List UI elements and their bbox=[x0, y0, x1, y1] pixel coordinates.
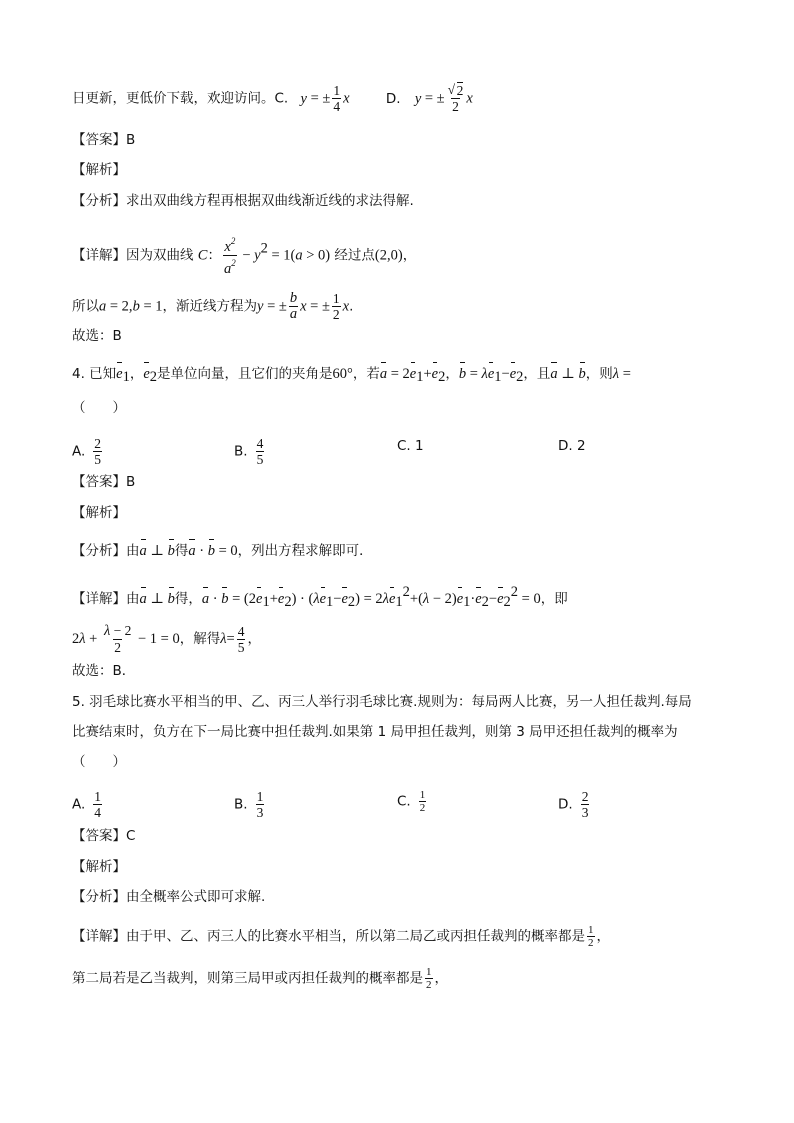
q3-xiangjie: 【详解】因为双曲线 C： $\frac{x^2}{a^2}$ − $y^2 = 1(a > 0)$ 经过点(2,0)， bbox=[72, 236, 417, 277]
q5-second-line: 第二局若是乙当裁判，则第三局甲或丙担任裁判的概率都是 $\frac{1}{2}$ ， bbox=[72, 966, 448, 991]
fraction: $\frac{1}{2}$ bbox=[332, 291, 340, 322]
fraction: $\frac{1}{4}$ bbox=[333, 83, 341, 114]
q4-option-c: C. 1 bbox=[397, 438, 424, 454]
q5-fenxi: 【分析】由全概率公式即可求解. bbox=[72, 889, 266, 905]
q5-stem-line2: 比赛结束时，负方在下一局比赛中担任裁判.如果第 1 局甲担任裁判，则第 3 局甲还担任裁判的概率为 bbox=[72, 724, 678, 740]
fraction: √ $\frac{2}{2}$ bbox=[447, 83, 465, 114]
q5-option-b: B. $\frac{1}{3}$ bbox=[234, 789, 264, 820]
q3-options-line: 日更新，更低价下载，欢迎访问。C. y = ± $\frac{1}{4}$ x D. y = ± √ $\frac{2}{2}$ x bbox=[72, 83, 473, 114]
q3-fenxi: 【分析】求出双曲线方程再根据双曲线渐近线的求法得解. bbox=[72, 193, 414, 209]
q5-xiangjie: 【详解】由于甲、乙、丙三人的比赛水平相当，所以第二局乙或丙担任裁判的概率都是 $\frac{1}{2}$ ， bbox=[72, 924, 610, 949]
q3-choose: 故选：B bbox=[72, 328, 122, 344]
q4-equation: 2λ + $\frac{\lambda - 2}{2}$ − 1 = 0，解得λ= $\frac{4}{5}$ ， bbox=[72, 623, 261, 655]
q5-option-d: D. $\frac{2}{3}$ bbox=[558, 789, 589, 820]
q3-analysis: 【解析】 bbox=[72, 162, 126, 178]
q4-option-a: A. $\frac{2}{5}$ bbox=[72, 436, 102, 467]
q4-xiangjie: 【详解】由a ⊥ b得，$a \cdot b = (2e_1+e_2) \cdot (\lambda e_1-e_2) = 2\lambda e_1^2+(\lambda - 2)e_1\cdot e_2-e_2^2 = 0$，即 bbox=[72, 584, 568, 610]
q5-analysis: 【解析】 bbox=[72, 859, 126, 875]
q4-option-b: B. $\frac{4}{5}$ bbox=[234, 436, 264, 467]
q4-analysis: 【解析】 bbox=[72, 505, 126, 521]
q5-answer: 【答案】C bbox=[72, 828, 136, 844]
q4-choose: 故选：B． bbox=[72, 663, 136, 679]
q5-stem-line1: 5. 羽毛球比赛水平相当的甲、乙、丙三人举行羽毛球比赛.规则为：每局两人比赛，另一人担任裁判.每局 bbox=[72, 694, 692, 710]
fraction: $\frac{x^2}{a^2}$ bbox=[223, 236, 236, 277]
intro-text: 日更新，更低价下载，欢迎访问。C. bbox=[72, 90, 289, 107]
q4-stem: 4. 已知$e_1$，$e_2$是单位向量，且它们的夹角是60°，若$a = 2e_1+e_2$，$b = \lambda e_1-e_2$，且a ⊥ b，则λ = bbox=[72, 366, 631, 385]
q5-paren: （ ） bbox=[72, 754, 126, 770]
q3-so-line: 所以a = 2,b = 1，渐近线方程为y = ± $\frac{b}{a}$ x = ± $\frac{1}{2}$ x. bbox=[72, 290, 354, 322]
q5-option-a: A. $\frac{1}{4}$ bbox=[72, 789, 102, 820]
q3-answer: 【答案】B bbox=[72, 132, 136, 148]
q4-paren: （ ） bbox=[72, 400, 126, 416]
q4-answer: 【答案】B bbox=[72, 474, 136, 490]
q4-fenxi: 【分析】由a ⊥ b得a · b = 0，列出方程求解即可． bbox=[72, 543, 373, 559]
q4-option-d: D. 2 bbox=[558, 438, 586, 454]
q5-option-c: C. $\frac{1}{2}$ bbox=[397, 789, 426, 814]
option-d-label: D. bbox=[385, 90, 401, 107]
fraction: $\frac{b}{a}$ bbox=[289, 290, 298, 322]
